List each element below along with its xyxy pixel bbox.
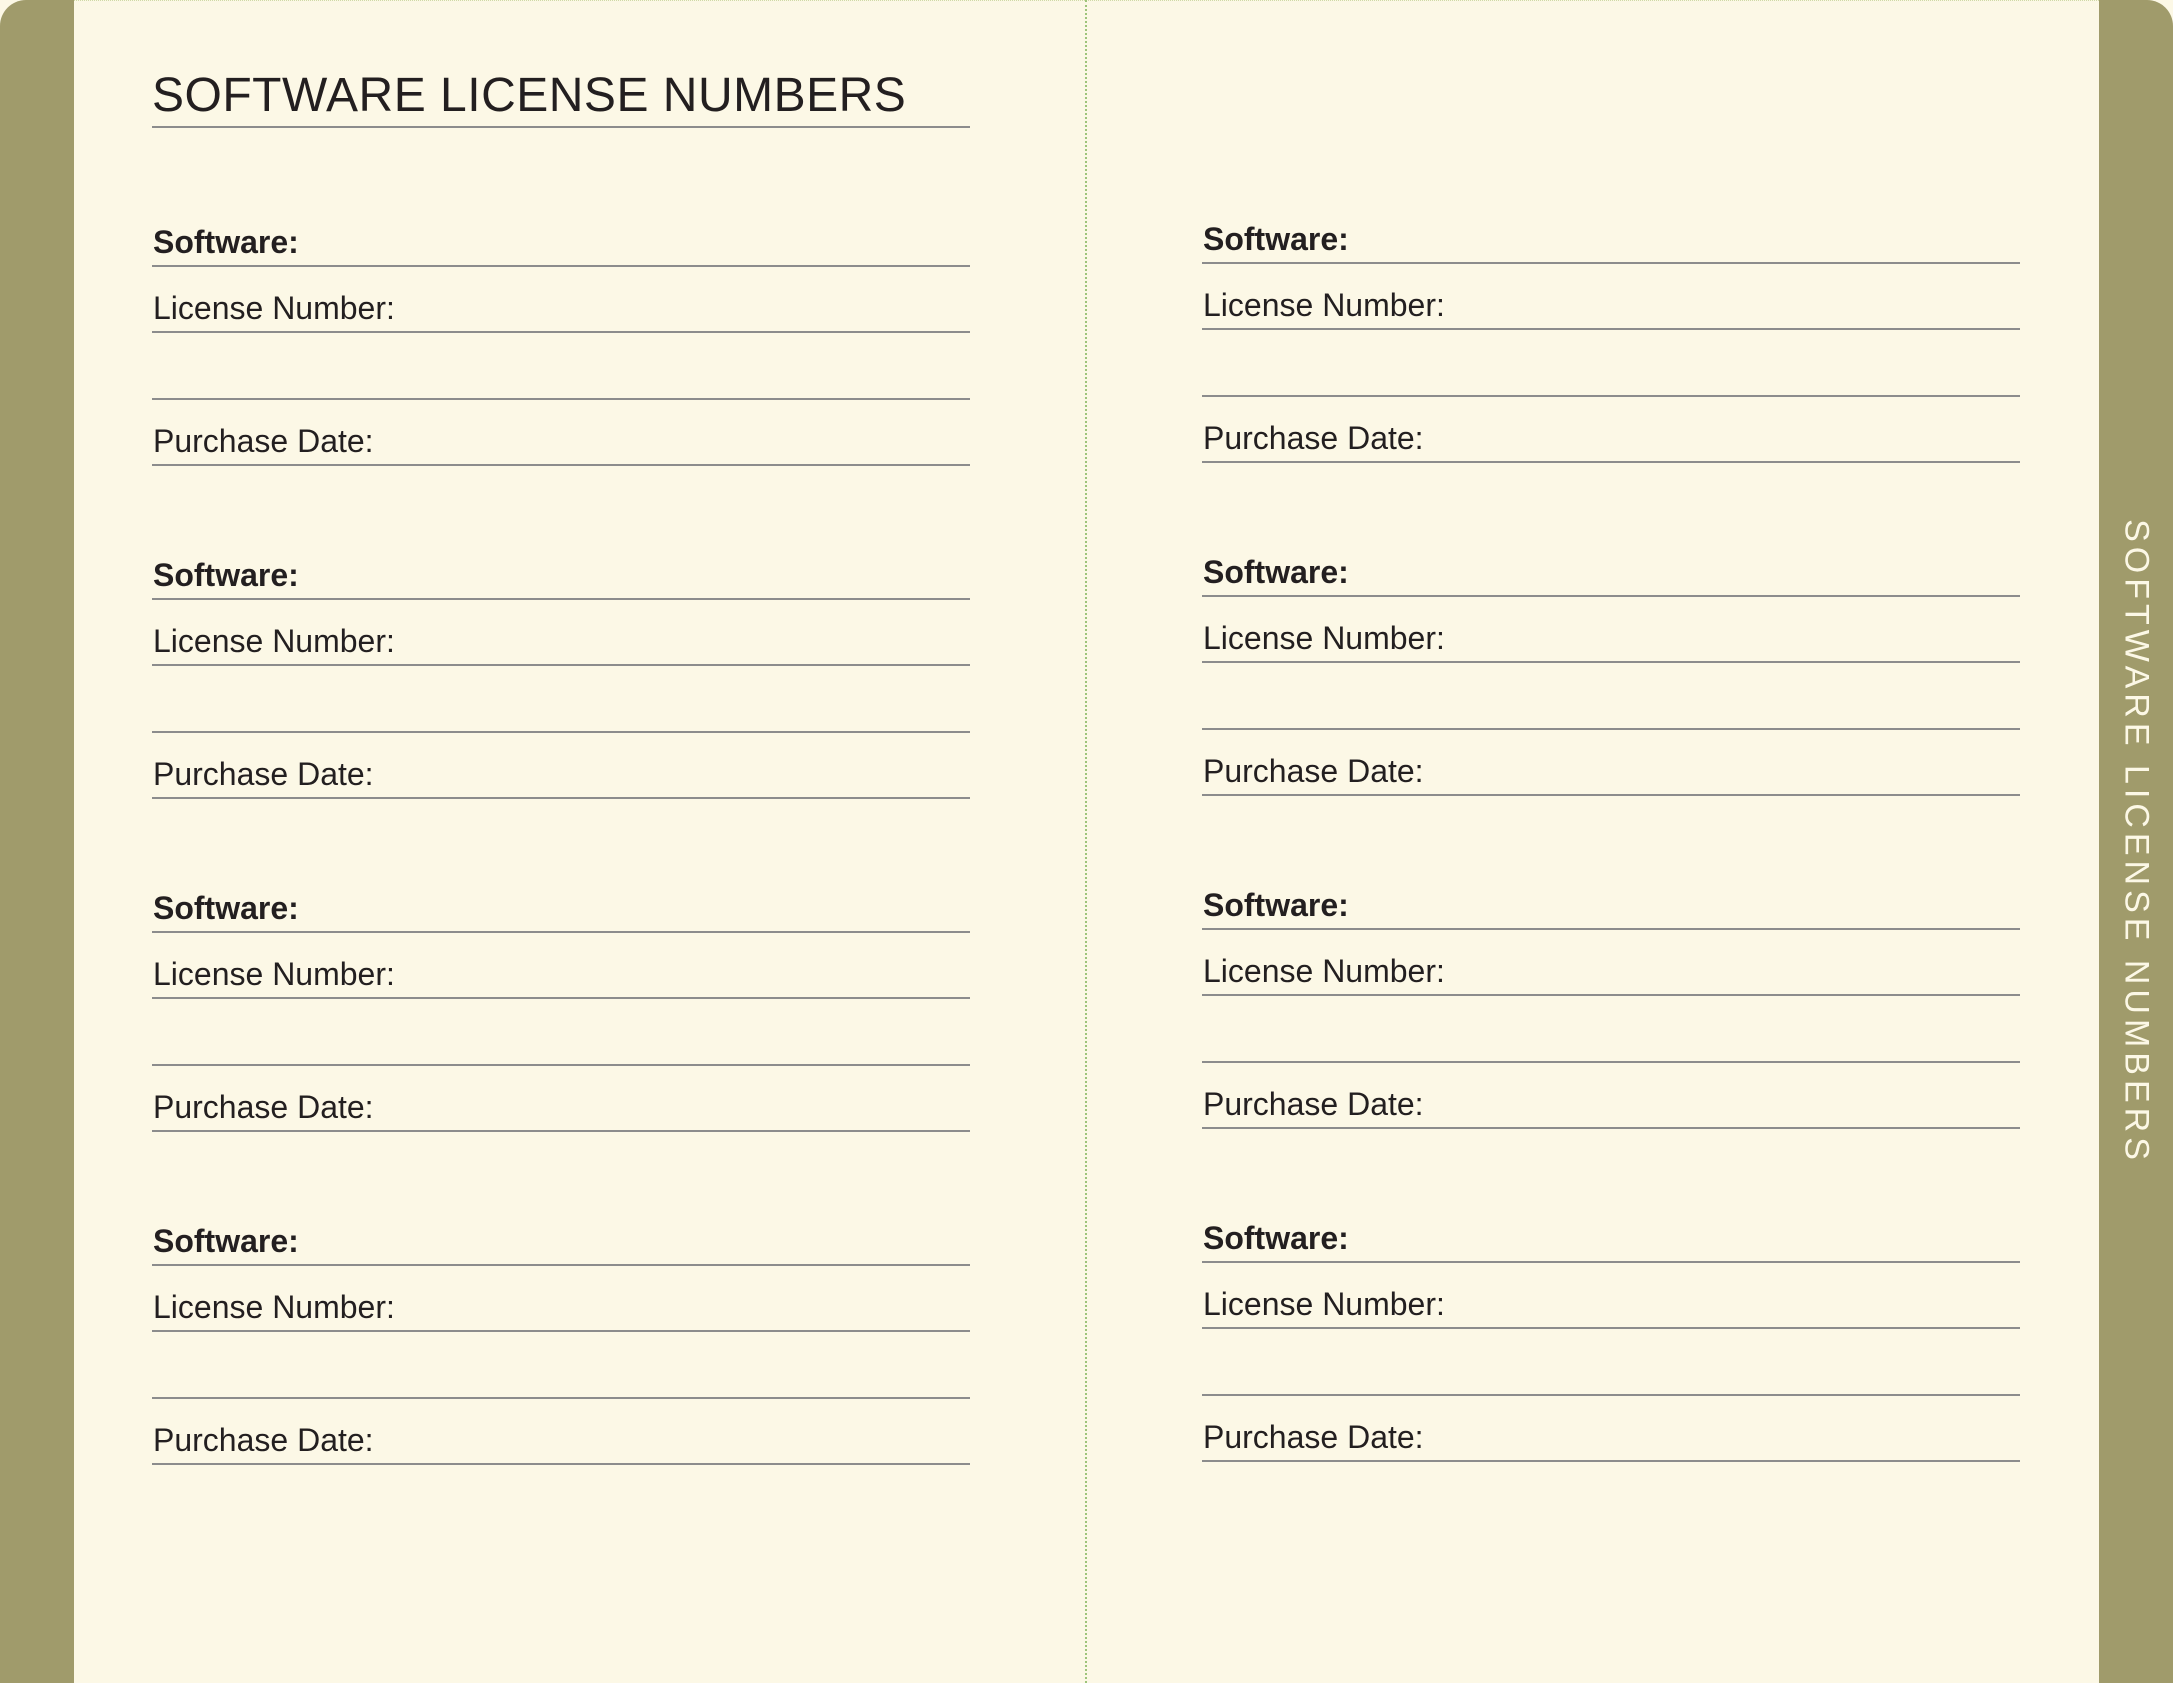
license-number-label: License Number: <box>153 1289 395 1326</box>
license-number-line[interactable] <box>1202 264 2020 331</box>
purchase-date-label: Purchase Date: <box>1203 753 1424 790</box>
software-line[interactable] <box>152 866 970 933</box>
purchase-date-line[interactable] <box>152 400 970 467</box>
license-entry <box>1202 530 2020 863</box>
license-number-line[interactable] <box>1202 1263 2020 1330</box>
side-tab-label: SOFTWARE LICENSE NUMBERS <box>2117 519 2156 1165</box>
purchase-date-line[interactable] <box>152 1399 970 1466</box>
book-edge-left <box>0 0 74 1683</box>
purchase-date-line[interactable] <box>1202 1396 2020 1463</box>
license-number-label: License Number: <box>153 290 395 327</box>
purchase-date-line[interactable] <box>1202 397 2020 464</box>
purchase-date-label: Purchase Date: <box>1203 420 1424 457</box>
license-number-continuation-line[interactable] <box>1202 663 2020 730</box>
license-entry <box>152 1199 970 1532</box>
left-page-column <box>152 200 970 1532</box>
license-entry <box>1202 197 2020 530</box>
purchase-date-label: Purchase Date: <box>153 1089 374 1126</box>
software-line[interactable] <box>1202 1196 2020 1263</box>
software-label: Software: <box>1203 553 1349 590</box>
purchase-date-line[interactable] <box>1202 1063 2020 1130</box>
license-entry <box>1202 1196 2020 1529</box>
purchase-date-line[interactable] <box>152 733 970 800</box>
license-number-line[interactable] <box>1202 930 2020 997</box>
license-number-continuation-line[interactable] <box>152 999 970 1066</box>
license-entry <box>152 866 970 1199</box>
purchase-date-label: Purchase Date: <box>153 1422 374 1459</box>
software-label: Software: <box>153 889 299 926</box>
license-number-label: License Number: <box>1203 287 1445 324</box>
software-label: Software: <box>153 1222 299 1259</box>
license-number-line[interactable] <box>1202 597 2020 664</box>
license-number-label: License Number: <box>153 956 395 993</box>
software-label: Software: <box>1203 1219 1349 1256</box>
license-entry <box>1202 863 2020 1196</box>
software-line[interactable] <box>1202 197 2020 264</box>
license-entry <box>152 200 970 533</box>
software-label: Software: <box>1203 220 1349 257</box>
book-spine-divider <box>1085 0 1087 1683</box>
license-number-line[interactable] <box>152 1266 970 1333</box>
software-line[interactable] <box>1202 530 2020 597</box>
license-number-line[interactable] <box>152 933 970 1000</box>
right-page-column <box>1202 197 2020 1529</box>
license-number-label: License Number: <box>1203 620 1445 657</box>
software-line[interactable] <box>152 1199 970 1266</box>
license-number-label: License Number: <box>1203 953 1445 990</box>
software-line[interactable] <box>1202 863 2020 930</box>
license-number-continuation-line[interactable] <box>1202 996 2020 1063</box>
license-number-continuation-line[interactable] <box>1202 330 2020 397</box>
purchase-date-label: Purchase Date: <box>1203 1086 1424 1123</box>
license-number-continuation-line[interactable] <box>1202 1329 2020 1396</box>
software-label: Software: <box>1203 886 1349 923</box>
license-number-label: License Number: <box>153 623 395 660</box>
license-number-line[interactable] <box>152 267 970 334</box>
purchase-date-label: Purchase Date: <box>153 423 374 460</box>
license-number-continuation-line[interactable] <box>152 333 970 400</box>
license-number-line[interactable] <box>152 600 970 667</box>
license-number-continuation-line[interactable] <box>152 666 970 733</box>
software-line[interactable] <box>152 533 970 600</box>
license-entry <box>152 533 970 866</box>
software-line[interactable] <box>152 200 970 267</box>
license-number-continuation-line[interactable] <box>152 1332 970 1399</box>
license-number-label: License Number: <box>1203 1286 1445 1323</box>
purchase-date-line[interactable] <box>152 1066 970 1133</box>
purchase-date-line[interactable] <box>1202 730 2020 797</box>
purchase-date-label: Purchase Date: <box>153 756 374 793</box>
page-title: SOFTWARE LICENSE NUMBERS <box>152 66 970 128</box>
software-label: Software: <box>153 223 299 260</box>
purchase-date-label: Purchase Date: <box>1203 1419 1424 1456</box>
software-label: Software: <box>153 556 299 593</box>
